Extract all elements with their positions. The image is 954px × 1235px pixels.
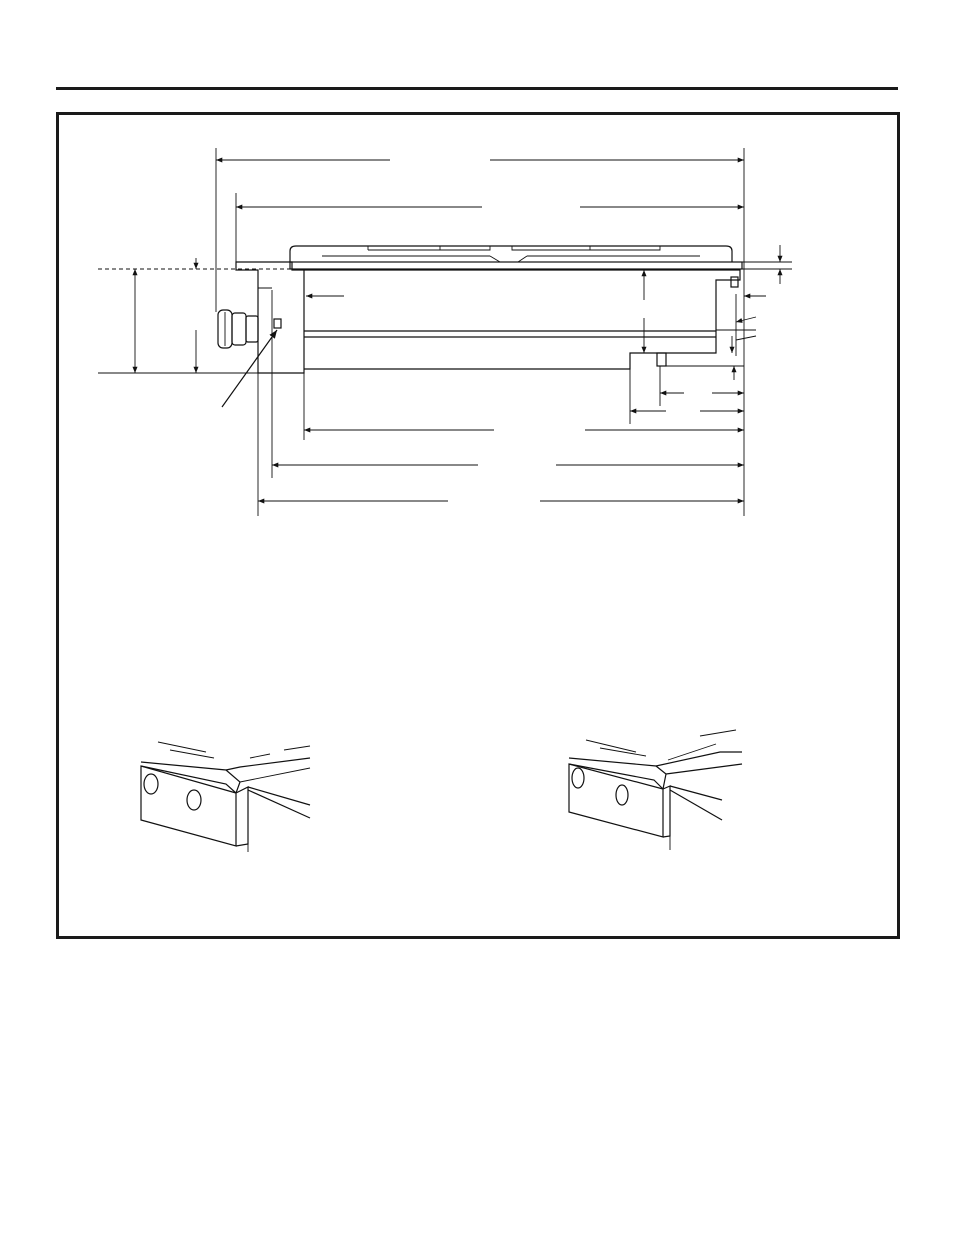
control-knob-icon xyxy=(218,310,258,348)
cooktop-side-view xyxy=(98,148,792,516)
gas-inlet xyxy=(274,319,281,328)
trim-corner-detail-left xyxy=(141,742,310,852)
cooktop-body xyxy=(304,270,740,369)
grate-outline xyxy=(290,246,732,262)
regulator-fitting xyxy=(657,353,666,366)
right-clip xyxy=(731,277,738,287)
cooktop-top-plate xyxy=(290,262,742,269)
trim-corner-detail-right xyxy=(569,730,742,850)
